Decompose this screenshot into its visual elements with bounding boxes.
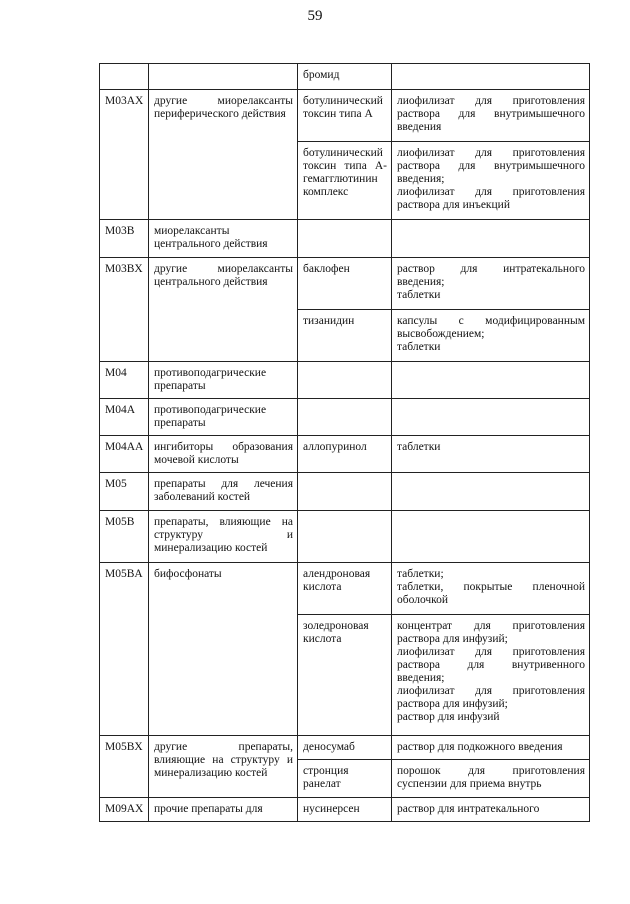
dosage-form: таблетки (397, 289, 441, 301)
forms-cell (392, 436, 590, 473)
dosage-form: лиофилизат для приготовления раствора для внутривенного введения; (397, 646, 585, 684)
forms-cell (392, 399, 590, 436)
atc-code-cell: M05BA (100, 563, 149, 736)
forms-cell (392, 615, 590, 736)
table-row (100, 64, 590, 90)
page-number: 59 (307, 8, 323, 24)
atc-code-cell: M04A (100, 399, 149, 436)
table-row (100, 511, 590, 563)
group-cell: противоподагрические препараты (149, 362, 298, 399)
substance-cell: ботулинический токсин типа А (298, 90, 392, 142)
substance-cell: деносумаб (298, 736, 392, 760)
table-row (100, 362, 590, 399)
atc-code-cell: M03BX (100, 258, 149, 362)
substance-cell: золедроновая кислота (298, 615, 392, 736)
table-row (100, 220, 590, 258)
dosage-form: таблетки (397, 441, 441, 453)
forms-cell (392, 90, 590, 142)
forms-cell (392, 310, 590, 362)
table-row (100, 473, 590, 511)
atc-code-cell: M05BX (100, 736, 149, 798)
table-row (100, 258, 590, 310)
table-row (100, 798, 590, 822)
group-cell: препараты для лечения заболеваний костей (149, 473, 298, 511)
dosage-form: таблетки; (397, 568, 444, 580)
group-cell: другие препараты, влияющие на структуру и минерализацию костей (149, 736, 298, 798)
atc-code-cell: M04 (100, 362, 149, 399)
table-row (100, 90, 590, 142)
atc-code-cell: M09AX (100, 798, 149, 822)
substance-cell (298, 511, 392, 563)
forms-cell (392, 563, 590, 615)
group-cell: миорелаксанты центрального действия (149, 220, 298, 258)
dosage-form: раствор для инфузий (397, 711, 500, 723)
substance-cell: тизанидин (298, 310, 392, 362)
dosage-form: лиофилизат для приготовления раствора для внутримышечного введения (397, 95, 585, 133)
forms-cell (392, 760, 590, 798)
substance-cell: аллопуринол (298, 436, 392, 473)
atc-code-cell: M05B (100, 511, 149, 563)
substance-cell (298, 399, 392, 436)
forms-cell (392, 473, 590, 511)
atc-code-cell: M04AA (100, 436, 149, 473)
dosage-form: капсулы с модифицированным высвобождением; (397, 315, 585, 340)
group-cell: прочие препараты для (149, 798, 298, 822)
group-cell: другие миорелаксанты центрального действия (149, 258, 298, 362)
group-cell: противоподагрические препараты (149, 399, 298, 436)
atc-code-cell: M03AX (100, 90, 149, 220)
substance-cell: алендроновая кислота (298, 563, 392, 615)
dosage-form: таблетки, покрытые пленочной оболочкой (397, 581, 585, 606)
table-row (100, 563, 590, 615)
substance-cell: бромид (298, 64, 392, 90)
drug-table (99, 63, 590, 822)
atc-code-cell: M03B (100, 220, 149, 258)
forms-cell (392, 142, 590, 220)
dosage-form: порошок для приготовления суспензии для приема внутрь (397, 765, 585, 790)
dosage-form: таблетки (397, 341, 441, 353)
substance-cell (298, 473, 392, 511)
dosage-form: лиофилизат для приготовления раствора для инфузий; (397, 685, 585, 710)
group-cell: препараты, влияющие на структуру и минерализацию костей (149, 511, 298, 563)
table-row (100, 399, 590, 436)
substance-cell: ботулинический токсин типа A-гемагглютинин комплекс (298, 142, 392, 220)
substance-cell: стронция ранелат (298, 760, 392, 798)
dosage-form: концентрат для приготовления раствора для инфузий; (397, 620, 585, 645)
substance-cell (298, 220, 392, 258)
forms-cell (392, 258, 590, 310)
substance-cell: нусинерсен (298, 798, 392, 822)
dosage-form: раствор для интратекального (397, 803, 540, 815)
forms-cell (392, 511, 590, 563)
table-row (100, 436, 590, 473)
group-cell (149, 64, 298, 90)
forms-cell (392, 362, 590, 399)
forms-cell (392, 64, 590, 90)
atc-code-cell: M05 (100, 473, 149, 511)
forms-cell (392, 220, 590, 258)
dosage-form: раствор для интратекального введения; (397, 263, 585, 288)
atc-code-cell (100, 64, 149, 90)
table-row (100, 736, 590, 760)
forms-cell (392, 798, 590, 822)
group-cell: другие миорелаксанты периферического действия (149, 90, 298, 220)
dosage-form: раствор для подкожного введения (397, 741, 563, 753)
forms-cell (392, 736, 590, 760)
group-cell: ингибиторы образования мочевой кислоты (149, 436, 298, 473)
dosage-form: лиофилизат для приготовления раствора для инъекций (397, 186, 585, 211)
group-cell: бифосфонаты (149, 563, 298, 736)
substance-cell (298, 362, 392, 399)
substance-cell: баклофен (298, 258, 392, 310)
dosage-form: лиофилизат для приготовления раствора для внутримышечного введения; (397, 147, 585, 185)
